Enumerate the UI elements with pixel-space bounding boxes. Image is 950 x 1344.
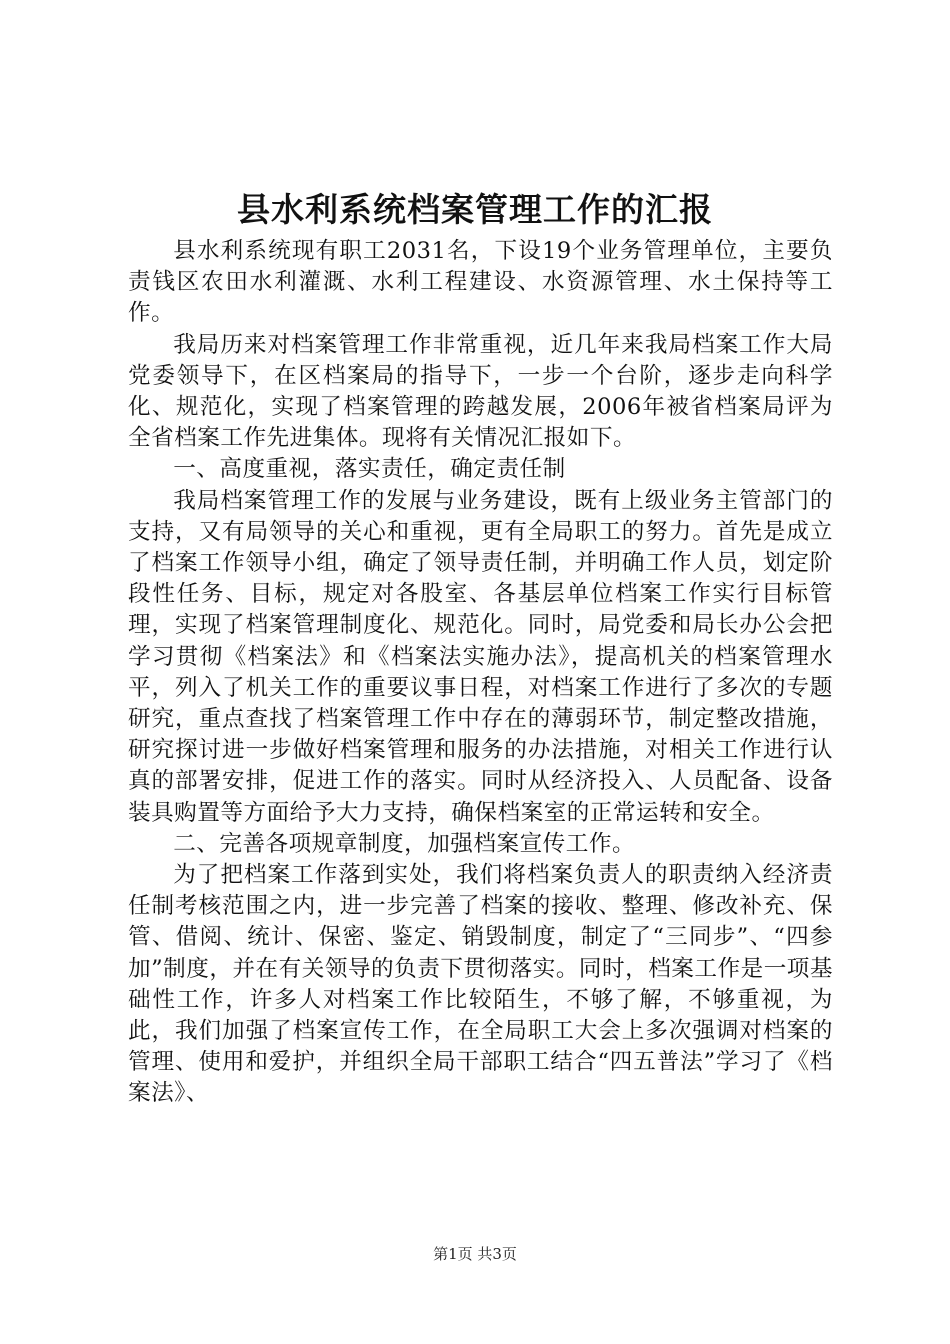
document-title: 县水利系统档案管理工作的汇报 (237, 190, 713, 229)
section-heading-1: 一、高度重视，落实责任，确定责任制 (173, 456, 566, 483)
paragraph-intro: 县水利系统现有职工2031名，下设19个业务管理单位，主要负责钱区农田水利灌溉、水利工程建设、水资源管理、水土保持等工作。 (128, 238, 833, 327)
paragraph-overview: 我局历来对档案管理工作非常重视，近几年来我局档案工作大局党委领导下，在区档案局的指导下，一步一个台阶，逐步走向科学化、规范化，实现了档案管理的跨越发展，2006年被省档案局评为全省档案工作先进集体。现将有关情况汇报如下。 (128, 331, 833, 452)
page-number-footer: 第1页 共3页 (433, 1245, 517, 1263)
section-heading-2: 二、完善各项规章制度，加强档案宣传工作。 (173, 830, 636, 857)
paragraph-section-2: 为了把档案工作落到实处，我们将档案负责人的职责纳入经济责任制考核范围之内，进一步完善了档案的接收、整理、修改补充、保管、借阅、统计、保密、鉴定、销毁制度，制定了“三同步”、“四参加”制度，并在有关领导的负责下贯彻落实。同时，档案工作是一项基础性工作，许多人对档案工作比较陌生，不够了解，不够重视，为此，我们加强了档案宣传工作，在全局职工大会上多次强调对档案的管理、使用和爱护，并组织全局干部职工结合“四五普法”学习了《档案法》、 (128, 862, 833, 1107)
document-body (128, 236, 833, 1110)
paragraph-section-1: 我局档案管理工作的发展与业务建设，既有上级业务主管部门的支持，又有局领导的关心和重视，更有全局职工的努力。首先是成立了档案工作领导小组，确定了领导责任制，并明确工作人员，划定阶段性任务、目标，规定对各股室、各基层单位档案工作实行目标管理，实现了档案管理制度化、规范化。同时，局党委和局长办公会把学习贯彻《档案法》和《档案法实施办法》，提高机关的档案管理水平，列入了机关工作的重要议事日程，对档案工作进行了多次的专题研究，重点查找了档案管理工作中存在的薄弱环节，制定整改措施，研究探讨进一步做好档案管理和服务的办法措施，对相关工作进行认真的部署安排，促进工作的落实。同时从经济投入、人员配备、设备装具购置等方面给予大力支持，确保档案室的正常运转和安全。 (128, 487, 833, 826)
